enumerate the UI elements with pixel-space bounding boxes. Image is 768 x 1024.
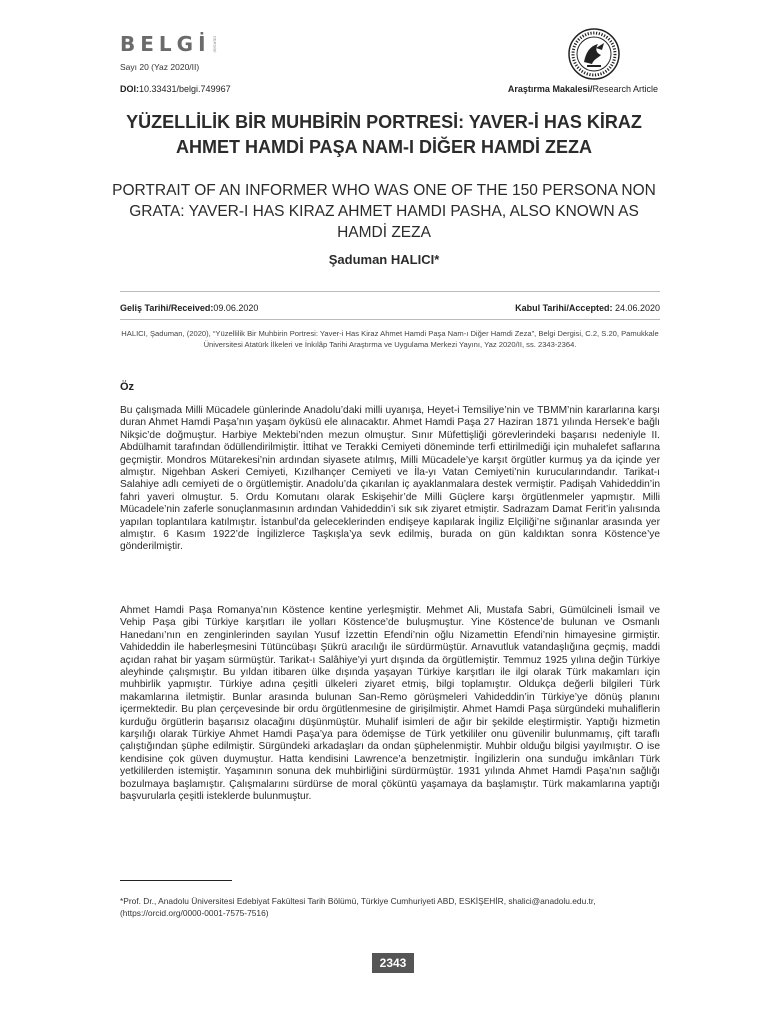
abstract-heading: Öz [120,381,135,393]
journal-logo-subtext: DERGİSİ [212,35,218,53]
abstract-paragraph-2: Ahmet Hamdi Paşa Romanya’nın Köstence kentine yerleşmiştir. Mehmet Ali, Mustafa Sabri, Gümülcineli İsmail ve Vehip Paşa gibi Türkiye karşıtları ile yolları Köstence’de buluşmuştur. Yine Köstence’de bulunan ve Osmanlı Hanedanı’nın en zenginlerinden sayılan Yusuf İzzettin Efendi’nin oğlu Nizamettin Efendi’nin himayesine girmiştir. Vahideddin ile haberleşmesini Tütüncübaşı Şükrü aracılığı ile sürdürmüştür. Arnavutluk vatandaşlığına geçmiş, maddi açıdan rahat bir yaşam sürmüştür. Tarikat-ı Salâhiye’yi yurt dışında da örgütlemiştir. Temmuz 1925 yılına değin Türkiye aleyhinde çalışmıştır. Bu yıldan itibaren ülke dışında yaşayan Türkiye karşıtları ile ilgi olarak Türk makamları için muhbirlik yapmıştır. Türkiye adına çeşitli ülkeleri ziyaret etmiş, bilgi toplamıştır. Oldukça değerli bilgileri Türk makamlarına iletmiştir. Bunlar arasında bulunan San-Remo görüşmeleri Vahideddin’in Türkiye’ye dönüş planını içermektedir. Bu plan çerçevesinde bir ordu örgütlenmesine de girişilmiştir. Ahmet Hamdi Paşa sürgündeki muhaliflerin kurduğu örgütlerin başarısız olacağını düşünmüştür. Muhalif isimleri de ağır bir şekilde eleştirmiştir. Yaptığı hizmetin karşılığı olarak Türkiye Ahmet Hamdi Paşa’ya para ödemişse de Türk yetkililer onu güvenilir bulunmamış, çift taraflı çalıştığından şüphe edilmiştir. Sürgündeki arkadaşları da ondan şüphelenmiştir. Muhbir olduğu bilgisi yayılmıştır. O ise kendisine çok güven duymuştur. Hatta kendisini Lawrence’a benzetmiştir. İngilizlerin ona sunduğu imkânları Türk yetkililerden istemiştir. Yaşamının sonuna dek muhbirliğini sürdürmüştür. 1931 yılında Ahmet Hamdi Paşa’nın sağlığı bozulmaya başlamıştır. Çalışmalarını sürdürse de moral çöküntü yaşamaya da başlamıştır. Türk makamlarına yaptığı başvurularla çeşitli isteklerde bulunmuştur. [120,605,660,803]
doi-value[interactable]: 10.33431/belgi.749967 [139,84,231,94]
issue-info: Sayı 20 (Yaz 2020/II) [120,62,200,72]
abstract-paragraph-1: Bu çalışmada Milli Mücadele günlerinde Anadolu’daki milli uyanışa, Heyet-i Temsiliye’nin ve TBMM’nin kararlarına karşı duran Ahmet Hamdi Paşa’nın yaşam öyküsü ele alınacaktır. Ahmet Hamdi Paşa 27 Haziran 1871 yılında Hersek’e bağlı Nikşic’de doğmuştur. Harbiye Mektebi’nden mezun olmuştur. Sınır Müfettişliği görevlerindeki başarısı nedeniyle II. Abdülhamit tarafından ödüllendirilmiştir. İttihat ve Terakki Cemiyeti döneminde terfi ettirilmediği için muhalefet saflarına geçmiştir. Mondros Mütarekesi’nin ardından siyasete atılmış, Milli Mücadele’ye karşıt örgütler kurmuş ya da içinde yer almıştır. Nigehban Askeri Cemiyeti, Kızılhançer Cemiyeti ve İla-yı Vatan Cemiyeti’nin kurucularındandır. Tarikat-ı Salahiye adlı cemiyeti de o örgütlemiştir. Anadolu’da çıkarılan iç ayaklanmalara destek vermiştir. Padişah Vahideddin’in fahri yaveri olmuştur. 5. Ordu Komutanı olarak Eskişehir’de Milli Güçlere karşı örgütlenmeler yapmıştır. Milli Mücadele’nin zaferle sonuçlanmasının ardından Vahideddin’i sık sık ziyaret etmiştir. Sadrazam Damat Ferit’in yalısında yapılan toplantılara katılmıştır. İstanbul’da geleceklerinden endişeye kapılarak İngiliz Elçiliği’ne sığınanlar arasında yer almıştır. 6 Kasım 1922’de İngilizlerce Taşkışla’ya sevk edilmiş, burada on gün kaldıktan sonra Köstence’ye gönderilmiştir. [120,405,660,553]
title-english: PORTRAIT OF AN INFORMER WHO WAS ONE OF THE 150 PERSONA NON GRATA: YAVER-I HAS KIRAZ AHMET HAMDI PASHA, ALSO KNOWN AS HAMDİ ZEZA [112,182,656,241]
journal-logo-text: BELGİ [120,32,211,56]
author-footnote: *Prof. Dr., Anadolu Üniversitesi Edebiyat Fakültesi Tarih Bölümü, Türkiye Cumhuriyeti ABD, ESKİŞEHİR, shalici@anadolu.edu.tr, (https://orcid.org/0000-0001-7575-7516) [120,896,596,918]
citation: HALICI, Şaduman, (2020), “Yüzellilik Bir Muhbirin Portresi: Yaver-i Has Kiraz Ahmet Hamdi Paşa Nam-ı Diğer Hamdi Zeza”, Belgi Dergisi, C.2, S.20, Pamukkale Üniversitesi Atatürk İlkeleri ve İnkılâp Tarihi Araştırma ve Uygulama Merkezi Yayını, Yaz 2020/II, ss. 2343-2364. [121,329,659,349]
accepted-label: Kabul Tarihi/Accepted: [515,303,613,313]
accepted-date [515,303,660,313]
title-turkish: YÜZELLİLİK BİR MUHBİRİN PORTRESİ: YAVER-İ HAS KİRAZ AHMET HAMDİ PAŞA NAM-I DİĞER HAMDİ ZEZA [126,112,642,157]
accepted-value: 24.06.2020 [612,303,660,313]
received-date [120,303,258,313]
footnote-rule [120,880,232,881]
article-type [508,84,658,94]
received-label: Geliş Tarihi/Received: [120,303,214,313]
article-type-tr: Araştırma Makalesi/ [507,84,593,94]
author-name: Şaduman HALICI* [328,252,440,267]
doi-label: DOI: [120,84,139,94]
article-type-en: Research Article [592,84,658,94]
university-seal-icon [568,28,620,80]
divider-bottom [120,319,660,320]
received-value: 09.06.2020 [213,303,259,313]
divider-top [120,291,660,292]
doi [120,84,231,94]
page-number: 2343 [372,953,414,973]
journal-logo [120,32,217,56]
